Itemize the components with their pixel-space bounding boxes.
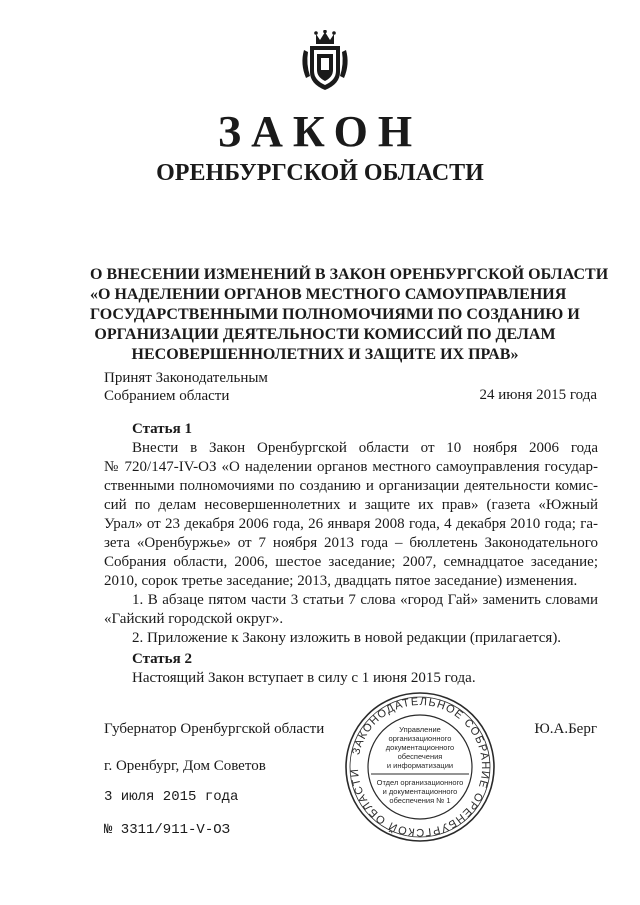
law-title-line: ГОСУДАРСТВЕННЫМИ ПОЛНОМОЧИЯМИ ПО СОЗДАНИЮ И [90,306,580,323]
law-title-line: НЕСОВЕРШЕННОЛЕТНИХ И ЗАЩИТЕ ИХ ПРАВ» [131,346,519,363]
article-1-item-2: 2. Приложение к Закону изложить в новой редакции (прилагается). [132,630,562,646]
region-heading: ОРЕНБУРГСКОЙ ОБЛАСТИ [156,160,484,186]
law-title [90,265,609,365]
coat-of-arms-emblem [300,30,350,92]
signing-place: г. Оренбург, Дом Советов [104,758,266,774]
article-1-line: зета «Оренбуржье» от 7 ноября 2013 года – бюллетень Законодательного [104,535,598,551]
adoption-date: 24 июня 2015 года [479,387,597,403]
stamp-inner-text: Управление [399,725,441,734]
law-title-line: ОРГАНИЗАЦИИ ДЕЯТЕЛЬНОСТИ КОМИССИЙ ПО ДЕЛАМ [94,326,556,343]
article-1-item-1-line: «Гайский городской округ». [104,611,284,627]
law-number: № 3311/911-V-ОЗ [104,822,231,838]
stamp-inner-text: документационного [385,743,455,752]
stamp-inner-text: и документационного [382,787,458,796]
article-1-line: № 720/147-IV-ОЗ «О наделении органов местного самоуправления государ- [104,459,598,475]
article-1-text [104,439,598,648]
article-2-heading: Статья 2 [132,651,192,667]
signatory-name: Ю.А.Берг [534,721,597,737]
signing-date: 3 июля 2015 года [104,789,239,805]
adoption-note [104,369,268,405]
law-title-line: «О НАДЕЛЕНИИ ОРГАНОВ МЕСТНОГО САМОУПРАВЛЕНИЯ [90,286,567,303]
stamp-inner-text: организационного [388,734,452,743]
law-title-line: О ВНЕСЕНИИ ИЗМЕНЕНИЙ В ЗАКОН ОРЕНБУРГСКОЙ ОБЛАСТИ [90,266,609,283]
stamp-inner-text: обеспечения № 1 [389,796,451,805]
article-1-line: Внести в Закон Оренбургской области от 10 ноября 2006 года [132,440,598,456]
article-2-text [104,669,598,688]
stamp-inner-text: Отдел организационного [376,778,464,787]
article-1-line: Урал» от 23 декабря 2006 года, 26 января 2008 года, 4 декабря 2010 года; га- [104,516,598,532]
article-1-item-1-line: 1. В абзаце пятом части 3 статьи 7 слова «город Гай» заменить словами [132,592,598,608]
article-1-line: ственными полномочиями по созданию и организации деятельности комис- [104,478,598,494]
signatory-position: Губернатор Оренбургской области [104,721,325,737]
article-1-line: Собрания области, 2006, шестое заседание; 2007, семнадцатое заседание; [104,554,598,570]
article-1-heading: Статья 1 [132,421,192,437]
stamp-inner-text: и информатизации [386,761,454,770]
stamp-ring-text: ЗАКОНОДАТЕЛЬНОЕ СОБРАНИЕ ОРЕНБУРГСКОЙ ОБЛАСТИ [348,695,492,839]
article-1-line: 2010, сорок третье заседание; 2013, двадцать пятое заседание) изменения. [104,573,578,589]
stamp-inner-text: обеспечения [397,752,443,761]
article-1-line: сий по делам несовершеннолетних и защите их прав» (газета «Южный [104,497,598,513]
adoption-line: Принят Законодательным [104,370,268,386]
document-type-heading: ЗАКОН [217,107,423,156]
adoption-line: Собранием области [104,388,230,404]
article-2-line: Настоящий Закон вступает в силу с 1 июня 2015 года. [132,670,476,686]
official-stamp [343,690,497,844]
